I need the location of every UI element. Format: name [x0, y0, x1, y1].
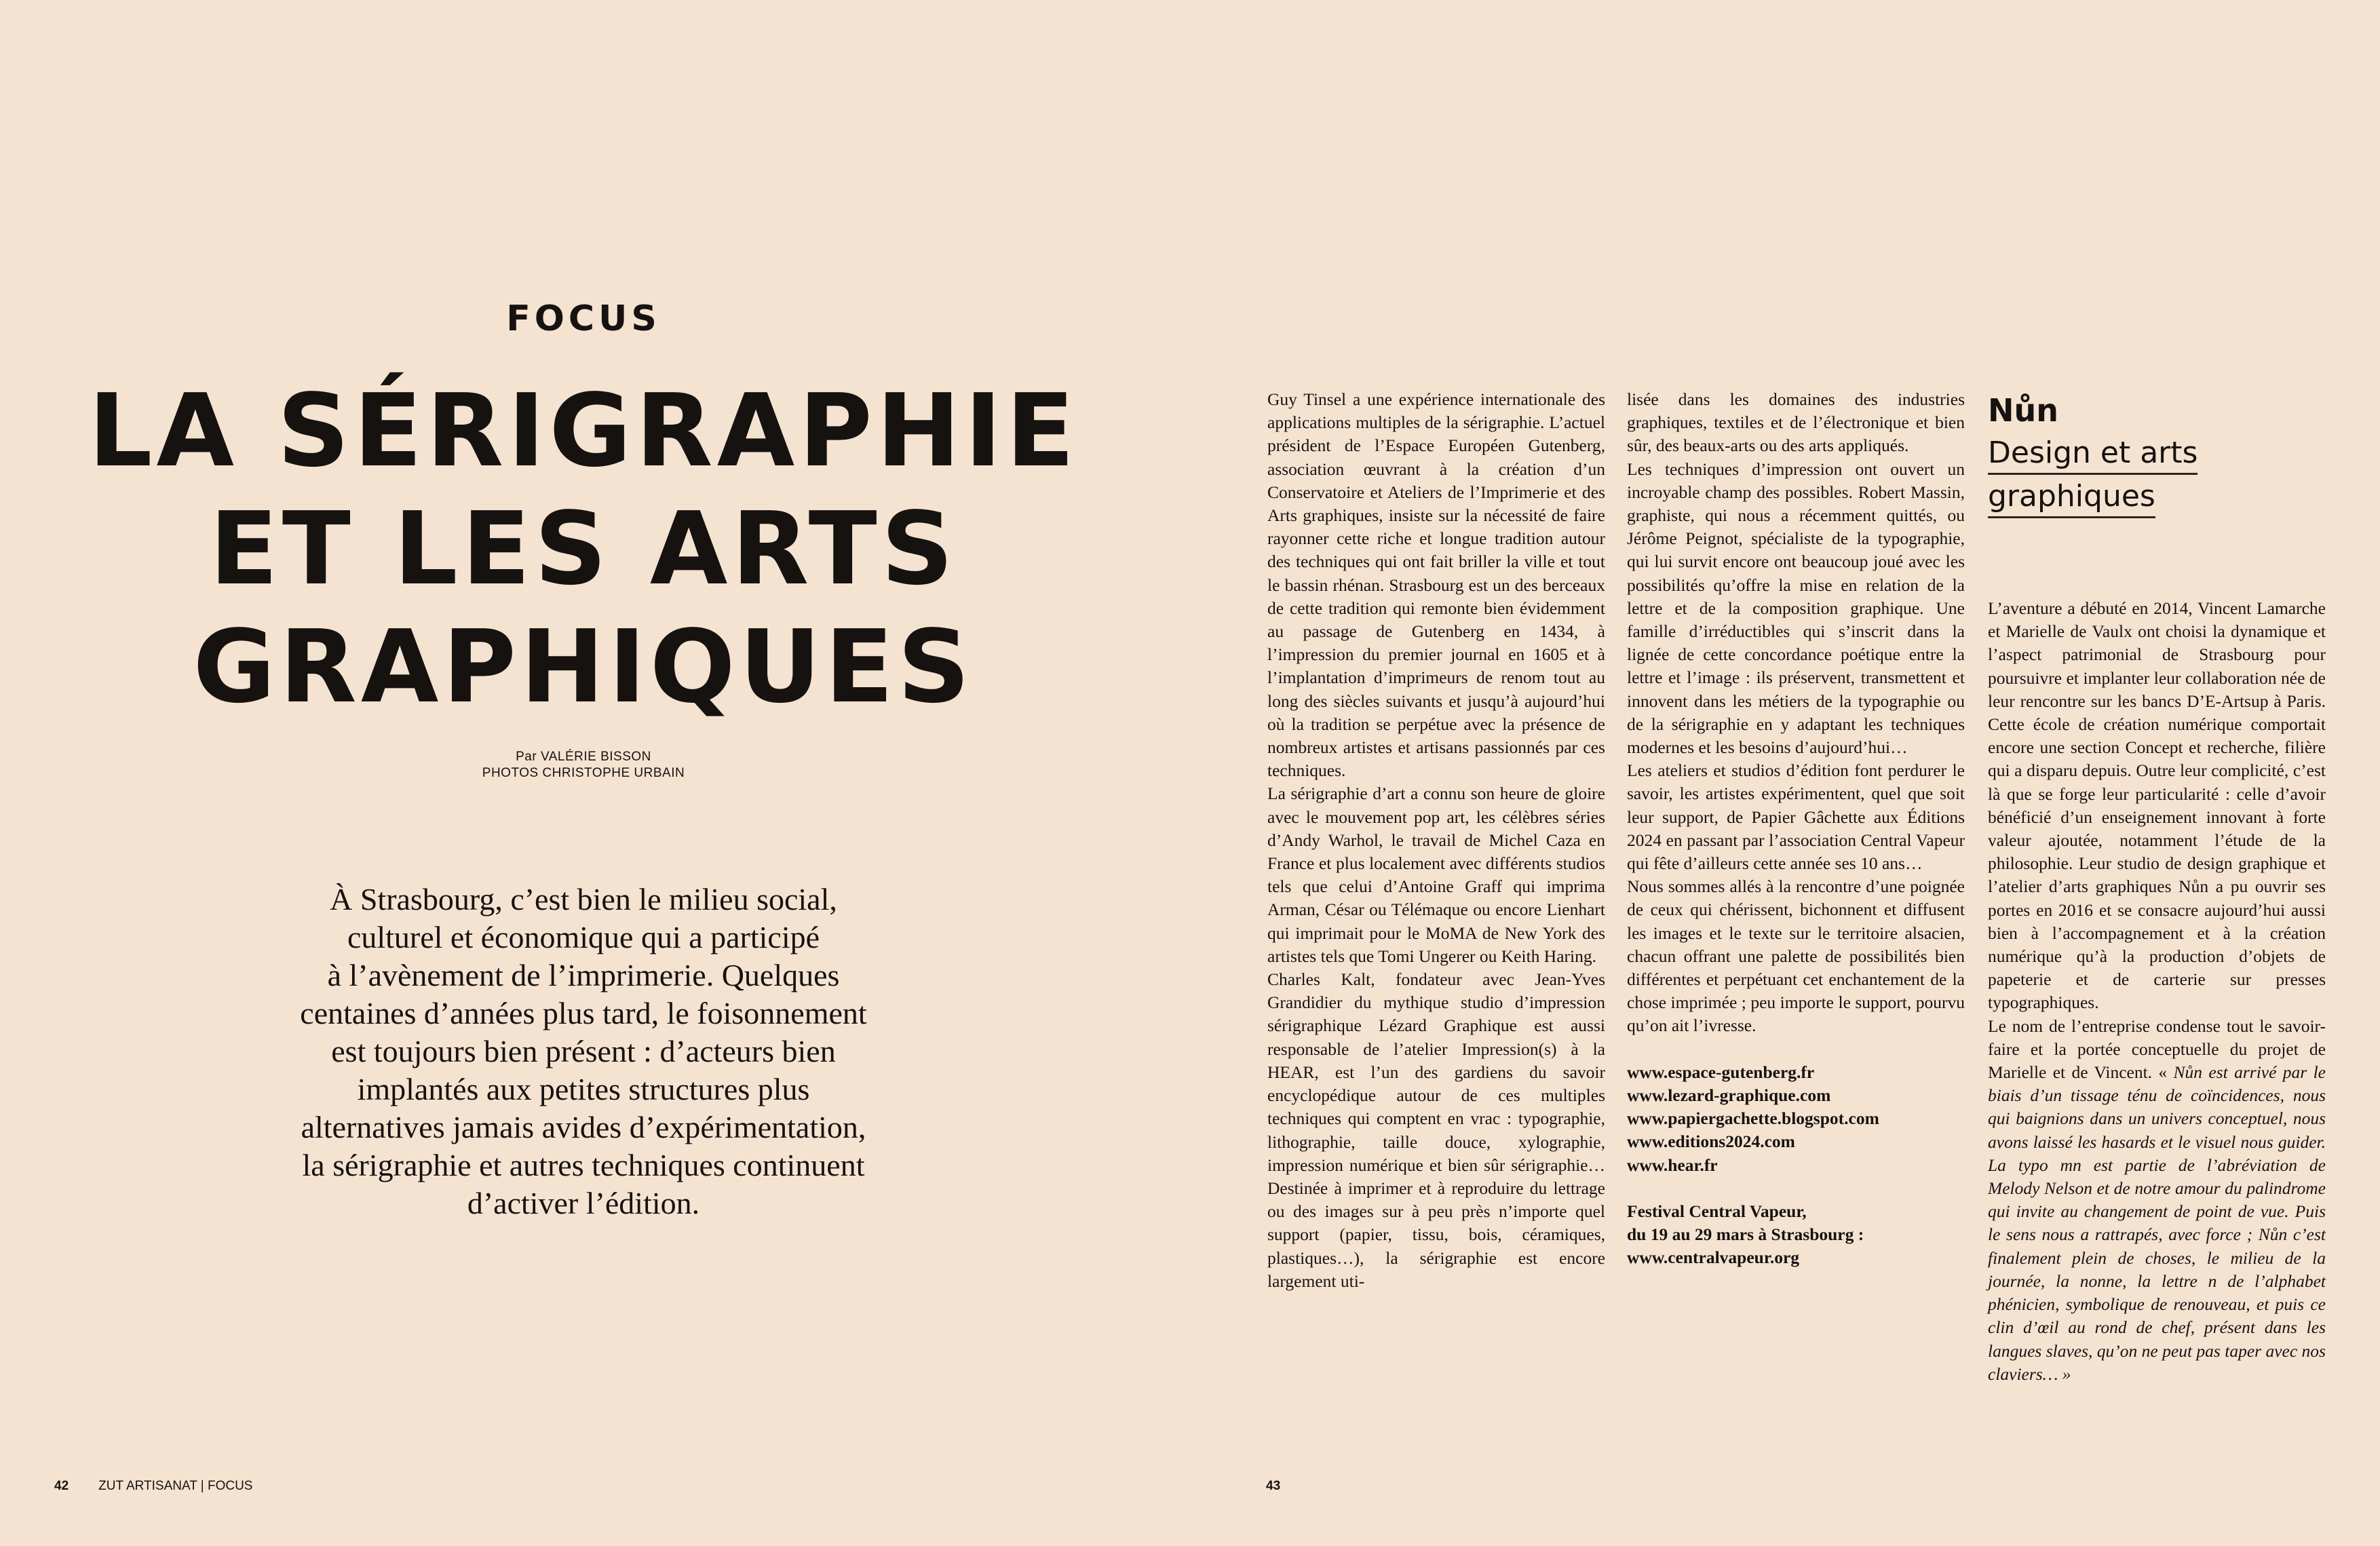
text-column-1 — [1267, 388, 1605, 1293]
text-column-3 — [1988, 597, 2326, 1386]
article-headline — [27, 372, 1140, 726]
section-kicker: FOCUS — [506, 298, 661, 339]
lead-line: alternatives jamais avides d’expérimentation, — [301, 1110, 866, 1144]
link-lezard-graphique[interactable]: www.lezard-graphique.com — [1627, 1085, 1831, 1105]
link-espace-gutenberg[interactable]: www.espace-gutenberg.fr — [1627, 1062, 1815, 1082]
studio-quote: Nůn est arrivé par le biais d’un tissage ténu de coïncidences, nous qui baignions dans un univers conceptuel, nous avons laissé les hasards et le visuel nous guider. La typo mn est partie de l’abréviation de Melody Nelson et de notre amour du palindrome qui invite au changement de point de vue. Puis le sens nous a rattrapés, avec force ; Nůn c’est finalement plein de choses, le milieu de la journée, la nonne, la lettre n de l’alphabet phénicien, symbolique de renouveau, et puis ce clin d’œil au rond de chef, présent dans les langues slaves, qu’on ne peut pas taper avec nos claviers… » — [1988, 1062, 2326, 1384]
lead-line: à l’avènement de l’imprimerie. Quelques — [327, 958, 840, 992]
link-papier-gachette[interactable]: www.papiergachette.blogspot.com — [1627, 1108, 1879, 1129]
lead-line: implantés aux petites structures plus — [357, 1072, 810, 1106]
paragraph-with-quote — [1988, 1015, 2326, 1386]
lead-line: d’activer l’édition. — [467, 1186, 700, 1220]
subtitle-line-1: Design et arts — [1988, 433, 2197, 475]
lead-line: À Strasbourg, c’est bien le milieu social, — [330, 882, 837, 916]
studio-subtitle — [1988, 431, 2259, 518]
website-links — [1627, 1061, 1965, 1177]
left-page-folio — [54, 1479, 252, 1494]
headline-line-3: GRAPHIQUES — [193, 608, 974, 725]
byline-photos: PHOTOS CHRISTOPHE URBAIN — [482, 766, 685, 780]
paragraph: lisée dans les domaines des industries graphiques, textiles et de l’électronique et bien sûr, des beaux-arts ou des arts appliqués. — [1627, 389, 1965, 456]
link-hear[interactable]: www.hear.fr — [1627, 1155, 1718, 1175]
festival-name: Festival Central Vapeur, — [1627, 1201, 1807, 1221]
subtitle-line-2: graphiques — [1988, 477, 2155, 518]
paragraph: Les techniques d’impression ont ouvert un incroyable champ des possibles. Robert Massin, graphiste, qui nous a récemment quittés, ou Jérôme Peignot, spécialiste de la typographie, qui lui survit encore ont beaucoup joué avec les possibilités qu’offre la mise en relation de la lettre et de la composition graphique. Une famille d’irréductibles qui s’inscrit dans la lignée de cette concordance poétique entre la lettre et l’image : ils préservent, transmettent et innovent dans les métiers de la typographie ou de la sérigraphie en y adaptant les techniques modernes et les besoins d’aujourd’hui… — [1627, 459, 1965, 758]
text-column-2 — [1627, 388, 1965, 1269]
paragraph: Guy Tinsel a une expérience internationale des applications multiples de la sérigraphie. L’actuel président de l’Espace Européen Gutenberg, association œuvrant à la création d’un Conservatoire et Ateliers de l’Imprimerie et des Arts graphiques, insiste sur la nécessité de faire rayonner cette riche et longue tradition autour des techniques qui ont fait briller la ville et tout le bassin rhénan. Strasbourg est un des berceaux de cette tradition qui remonte bien évidemment au passage de Gutenberg en 1434, à l’impression du premier journal en 1605 et à l’implantation d’imprimeurs de renom tout au long des siècles suivants et jusqu’à aujourd’hui où la tradition se perpétue avec la présence de nombreux artistes et artisans passionnés par ces techniques. — [1267, 389, 1605, 781]
byline-author: Par VALÉRIE BISSON — [516, 750, 651, 764]
paragraph: Nous sommes allés à la rencontre d’une poignée de ceux qui chérissent, bichonnent et diffusent les images et le texte sur le territoire alsacien, chacun offrant une palette de possibilités bien différentes et perpétuant cet enchantement de la chose imprimée ; peu importe le support, pourvu qu’on ait l’ivresse. — [1627, 876, 1965, 1036]
paragraph: La sérigraphie d’art a connu son heure de gloire avec le mouvement pop art, les célèbres séries d’Andy Warhol, le travail de Michel Caza en France et plus localement avec différents studios tels que celui d’Antoine Graff qui imprima Arman, César ou Télémaque ou encore Lienhart qui imprimait pour le MoMA de New York des artistes tels que Tomi Ungerer ou Keith Haring. — [1267, 784, 1605, 966]
left-page-number: 42 — [54, 1479, 69, 1493]
festival-link[interactable]: www.centralvapeur.org — [1627, 1248, 1800, 1268]
studio-title: Nůn — [1988, 392, 2058, 429]
running-footer: ZUT ARTISANAT | FOCUS — [98, 1479, 253, 1493]
lead-line: culturel et économique qui a participé — [347, 920, 820, 954]
byline — [366, 749, 801, 781]
right-page-number: 43 — [1266, 1479, 1281, 1493]
festival-dates: du 19 au 29 mars à Strasbourg : — [1627, 1224, 1864, 1244]
lead-line: est toujours bien présent : d’acteurs bien — [331, 1034, 836, 1068]
headline-line-1: LA SÉRIGRAPHIE — [88, 372, 1079, 489]
lead-line: la sérigraphie et autres techniques continuent — [302, 1148, 865, 1182]
lead-line: centaines d’années plus tard, le foisonnement — [300, 996, 867, 1030]
right-page-folio — [1266, 1479, 1310, 1494]
headline-line-2: ET LES ARTS — [209, 490, 958, 607]
paragraph: L’aventure a débuté en 2014, Vincent Lamarche et Marielle de Vaulx ont choisi la dynamique et l’aspect patrimonial de Strasbourg pour poursuivre et implanter leur collaboration née de leur rencontre sur les bancs D’E-Artsup à Paris. Cette école de création numérique comportait encore une section Concept et recherche, filière qui a disparu depuis. Outre leur complicité, c’est là que se forge leur particularité : celle d’avoir bénéficié d’un enseignement innovant à forte valeur ajoutée, notamment l’étude de la philosophie. Leur studio de design graphique et l’atelier d’arts graphiques Nůn a pu ouvrir ses portes en 2016 et se consacre aujourd’hui aussi bien à l’accompagnement et à la création numérique qu’à la production d’objets de papeterie et de carterie sur presses typographiques. — [1988, 598, 2326, 1013]
paragraph: Charles Kalt, fondateur avec Jean-Yves Grandidier du mythique studio d’impression sérigraphique Lézard Graphique est aussi responsable de l’atelier Impression(s) à la HEAR, est l’un des gardiens du savoir encyclopédique autour de ces multiples techniques qui comptent en vrac : typographie, lithographie, taille douce, xylographie, impression numérique et bien sûr sérigraphie… Destinée à imprimer et à reproduire du lettrage ou des images sur à peu près n’importe quel support (papier, tissu, bois, céramiques, plastiques…), la sérigraphie est encore largement uti- — [1267, 969, 1605, 1291]
festival-info — [1627, 1200, 1965, 1270]
paragraph: Les ateliers et studios d’édition font perdurer le savoir, les artistes expérimentent, quel que soit leur support, de Papier Gâchette aux Éditions 2024 en passant par l’association Central Vapeur qui fête d’ailleurs cette année ses 10 ans… — [1627, 760, 1965, 874]
quote-intro: Le nom de l’entreprise condense tout le savoir-faire et la portée conceptuelle du projet de Marielle et de Vincent. « — [1988, 1016, 2326, 1083]
link-editions-2024[interactable]: www.editions2024.com — [1627, 1132, 1795, 1152]
article-lead — [231, 881, 936, 1222]
